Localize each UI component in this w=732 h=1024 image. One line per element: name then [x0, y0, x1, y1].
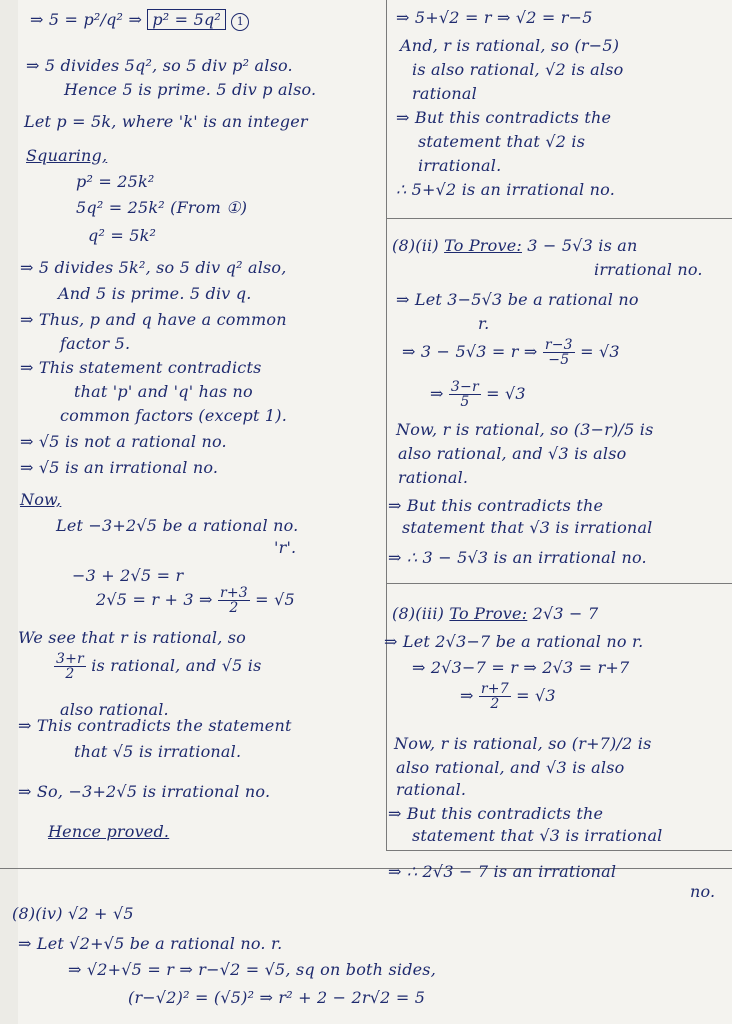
right-mid-3: [402, 338, 620, 367]
bottom-1: ⇒ Let √2+√5 be a rational no. r.: [18, 934, 283, 953]
right-top-1: ⇒ 5+√2 = r ⇒ √2 = r−5: [396, 8, 593, 27]
right-bottom-4: Now, r is rational, so (r+7)/2 is: [394, 734, 652, 753]
bottom-heading: (8)(iv) √2 + √5: [12, 904, 134, 923]
to-prove-label: To Prove:: [444, 236, 522, 255]
left-line-20: 'r'.: [274, 538, 297, 557]
left-line-22: [96, 586, 295, 615]
right-bottom-heading: [392, 604, 598, 624]
right-bottom-7: ⇒ But this contradicts the: [388, 804, 604, 823]
left-line-5: Squaring,: [26, 146, 108, 165]
left-line-14: that 'p' and 'q' has no: [74, 382, 253, 401]
left-line-23: We see that r is rational, so: [18, 628, 247, 647]
frac-den: −5: [548, 352, 570, 368]
left-line-17: ⇒ √5 is an irrational no.: [20, 458, 219, 477]
left-line-18: Now,: [20, 490, 62, 509]
right-top-4: rational: [412, 84, 477, 103]
right-top-5: ⇒ But this contradicts the: [396, 108, 612, 127]
left-line-11: ⇒ Thus, p and q have a common: [20, 310, 287, 329]
text: ⇒: [430, 384, 444, 403]
frac-num: 3+r: [56, 651, 84, 667]
text: ⇒: [460, 686, 474, 705]
left-line-25: also rational.: [60, 700, 169, 719]
left-line-2: ⇒ 5 divides 5q², so 5 div p² also.: [26, 56, 293, 75]
left-line-19: Let −3+2√5 be a rational no.: [56, 516, 299, 535]
right-mid-heading2: irrational no.: [594, 260, 703, 279]
left-line-24: [54, 652, 262, 681]
frac-num: r+3: [219, 585, 248, 601]
left-line-12: factor 5.: [60, 334, 131, 353]
right-top-2: And, r is rational, so (r−5): [400, 36, 620, 55]
right-mid-8: ⇒ But this contradicts the: [388, 496, 604, 515]
left-line-4: Let p = 5k, where 'k' is an integer: [24, 112, 308, 131]
left-line-1: [30, 10, 249, 31]
text: = √3: [486, 384, 526, 403]
fraction: [479, 682, 511, 711]
fraction: [449, 380, 481, 409]
text: = √3: [580, 342, 620, 361]
right-bottom-1: ⇒ Let 2√3−7 be a rational no r.: [384, 632, 644, 651]
right-mid-1: ⇒ Let 3−5√3 be a rational no: [396, 290, 639, 309]
text: = √5: [255, 590, 295, 609]
page-margin: [0, 0, 18, 1024]
text: 2√3 − 7: [532, 604, 599, 623]
frac-den: 2: [490, 696, 500, 712]
text: 2√5 = r + 3 ⇒: [96, 590, 213, 609]
right-top-6: statement that √2 is: [418, 132, 586, 151]
left-line-6: p² = 25k²: [76, 172, 155, 191]
right-divider-1: [386, 218, 732, 219]
right-mid-6: also rational, and √3 is also: [398, 444, 627, 463]
frac-den: 2: [229, 600, 239, 616]
bottom-2: ⇒ √2+√5 = r ⇒ r−√2 = √5, sq on both sides,: [68, 960, 437, 979]
right-divider-3: [386, 850, 732, 851]
text: ⇒ 5 = p²/q² ⇒: [30, 10, 143, 29]
question-number: (8)(ii): [392, 236, 439, 255]
question-number: (8)(iii): [392, 604, 445, 623]
column-divider: [386, 0, 387, 850]
right-bottom-3: [460, 682, 556, 711]
left-line-10: And 5 is prime. 5 div q.: [58, 284, 252, 303]
left-line-27: that √5 is irrational.: [74, 742, 242, 761]
right-mid-9: statement that √3 is irrational: [402, 518, 653, 537]
to-prove-label: To Prove:: [449, 604, 528, 623]
fraction: [218, 586, 250, 615]
right-bottom-6: rational.: [396, 780, 467, 799]
right-mid-4: [430, 380, 526, 409]
left-line-15: common factors (except 1).: [60, 406, 288, 425]
left-line-7: 5q² = 25k² (From ①): [76, 198, 248, 217]
right-top-8: ∴ 5+√2 is an irrational no.: [396, 180, 615, 199]
left-line-28: ⇒ So, −3+2√5 is irrational no.: [18, 782, 271, 801]
bottom-3: (r−√2)² = (√5)² ⇒ r² + 2 − 2r√2 = 5: [128, 988, 426, 1007]
boxed-equation: p² = 5q²: [147, 9, 226, 30]
text: is rational, and √5 is: [91, 656, 262, 675]
left-line-3: Hence 5 is prime. 5 div p also.: [64, 80, 317, 99]
frac-den: 2: [65, 666, 75, 682]
text: ⇒ 3 − 5√3 = r ⇒: [402, 342, 538, 361]
text: = √3: [516, 686, 556, 705]
right-top-3: is also rational, √2 is also: [412, 60, 624, 79]
left-line-29: Hence proved.: [48, 822, 170, 841]
frac-num: r−3: [544, 337, 573, 353]
bottom-divider: [0, 868, 732, 869]
fraction: [54, 652, 86, 681]
left-line-13: ⇒ This statement contradicts: [20, 358, 262, 377]
frac-den: 5: [460, 394, 470, 410]
right-bottom-9: ⇒ ∴ 2√3 − 7 is an irrational: [388, 862, 617, 881]
left-line-9: ⇒ 5 divides 5k², so 5 div q² also,: [20, 258, 287, 277]
right-divider-2: [386, 583, 732, 584]
text: 3 − 5√3 is an: [527, 236, 638, 255]
left-line-8: q² = 5k²: [88, 226, 157, 245]
right-mid-7: rational.: [398, 468, 469, 487]
right-mid-2: r.: [478, 314, 490, 333]
right-mid-10: ⇒ ∴ 3 − 5√3 is an irrational no.: [388, 548, 647, 567]
right-top-7: irrational.: [418, 156, 502, 175]
right-bottom-8: statement that √3 is irrational: [412, 826, 663, 845]
right-mid-5: Now, r is rational, so (3−r)/5 is: [396, 420, 654, 439]
right-bottom-2: ⇒ 2√3−7 = r ⇒ 2√3 = r+7: [412, 658, 630, 677]
left-line-21: −3 + 2√5 = r: [72, 566, 184, 585]
left-line-16: ⇒ √5 is not a rational no.: [20, 432, 227, 451]
left-line-26: ⇒ This contradicts the statement: [18, 716, 292, 735]
right-bottom-5: also rational, and √3 is also: [396, 758, 625, 777]
frac-num: r+7: [480, 681, 509, 697]
fraction: [543, 338, 575, 367]
frac-num: 3−r: [450, 379, 479, 395]
right-mid-heading: [392, 236, 638, 256]
right-bottom-10: no.: [690, 882, 716, 901]
equation-mark: 1: [231, 13, 249, 31]
